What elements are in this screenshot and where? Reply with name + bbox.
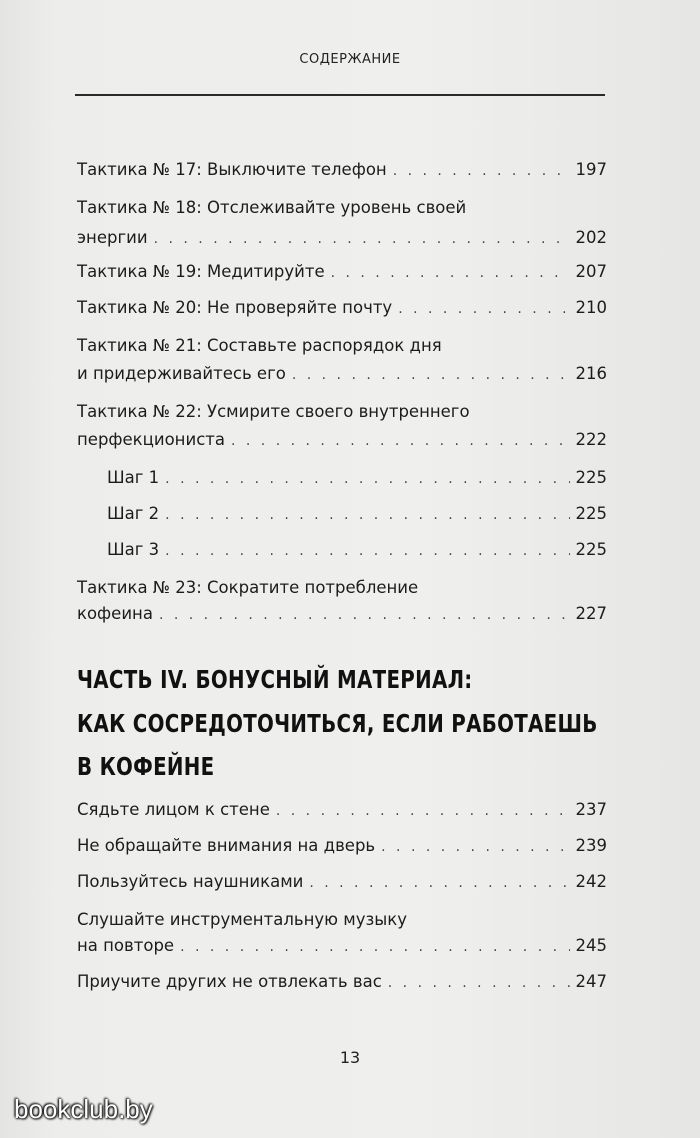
- entry-title: Шаг 2: [107, 504, 160, 523]
- entry-page: 216: [575, 364, 607, 383]
- toc-entry-18[interactable]: [77, 228, 607, 252]
- toc-entry-19[interactable]: [77, 262, 607, 286]
- entry-page: 237: [575, 800, 607, 819]
- entry-page: 247: [575, 972, 607, 991]
- entry-title-line1: Тактика № 18: Отслеживайте уровень своей: [77, 198, 467, 217]
- entry-page: 242: [575, 872, 607, 891]
- entry-title-line1: Слушайте инструментальную музыку: [77, 910, 408, 929]
- entry-page: 239: [575, 836, 607, 855]
- watermark: bookclub.by: [14, 1094, 153, 1124]
- dot-leader: [159, 607, 570, 623]
- entry-page: 225: [575, 504, 607, 523]
- entry-title: на повторе: [77, 936, 175, 955]
- entry-page: 227: [575, 604, 607, 623]
- dot-leader: [180, 939, 569, 955]
- entry-title: и придерживайтесь его: [77, 364, 286, 383]
- dot-leader: [154, 231, 570, 247]
- entry-title: перфекциониста: [77, 430, 225, 449]
- entry-title: кофеина: [77, 604, 153, 623]
- dot-leader: [165, 543, 569, 559]
- dot-leader: [331, 265, 570, 281]
- dot-leader: [165, 507, 569, 523]
- dot-leader: [165, 471, 569, 487]
- entry-title: Тактика № 19: Медитируйте: [77, 262, 325, 281]
- entry-title: Тактика № 17: Выключите телефон: [77, 160, 387, 179]
- entry-title: Шаг 1: [107, 468, 160, 487]
- dot-leader: [398, 301, 569, 317]
- toc-step-1[interactable]: [107, 468, 607, 492]
- part-heading-line2: КАК СОСРЕДОТОЧИТЬСЯ, ЕСЛИ РАБОТАЕШЬ: [77, 710, 598, 739]
- dot-leader: [276, 803, 570, 819]
- toc-bonus-4[interactable]: [77, 936, 607, 960]
- entry-page: 222: [575, 430, 607, 449]
- toc-bonus-5[interactable]: [77, 972, 607, 996]
- entry-page: 225: [575, 468, 607, 487]
- part-heading-line1: ЧАСТЬ IV. БОНУСНЫЙ МАТЕРИАЛ:: [77, 666, 473, 695]
- entry-page: 197: [575, 160, 607, 179]
- dot-leader: [393, 163, 570, 179]
- toc-entry-17[interactable]: [77, 160, 607, 184]
- entry-title: энергии: [77, 228, 148, 247]
- entry-page: 210: [575, 298, 607, 317]
- toc-entry-22[interactable]: [77, 430, 607, 454]
- toc-bonus-1[interactable]: [77, 800, 607, 824]
- entry-title: Пользуйтесь наушниками: [77, 872, 304, 891]
- entry-title: Приучите других не отвлекать вас: [77, 972, 382, 991]
- toc-bonus-3[interactable]: [77, 872, 607, 896]
- entry-page: 207: [575, 262, 607, 281]
- entry-page: 202: [575, 228, 607, 247]
- toc-entry-20[interactable]: [77, 298, 607, 322]
- dot-leader: [381, 839, 569, 855]
- toc-step-3[interactable]: [107, 540, 607, 564]
- dot-leader: [309, 875, 569, 891]
- entry-page: 225: [575, 540, 607, 559]
- entry-title: Шаг 3: [107, 540, 160, 559]
- entry-title: Сядьте лицом к стене: [77, 800, 270, 819]
- toc-entry-23[interactable]: [77, 604, 607, 628]
- entry-title: Тактика № 20: Не проверяйте почту: [77, 298, 393, 317]
- entry-title-line1: Тактика № 21: Составьте распорядок дня: [77, 336, 442, 355]
- dot-leader: [388, 975, 570, 991]
- entry-title-line1: Тактика № 22: Усмирите своего внутреннего: [77, 402, 470, 421]
- dot-leader: [231, 433, 570, 449]
- dot-leader: [292, 367, 570, 383]
- entry-title-line1: Тактика № 23: Сократите потребление: [77, 578, 419, 597]
- page-header: СОДЕРЖАНИЕ: [299, 52, 401, 67]
- toc-bonus-2[interactable]: [77, 836, 607, 860]
- page-number: 13: [339, 1048, 361, 1067]
- entry-title: Не обращайте внимания на дверь: [77, 836, 376, 855]
- toc-step-2[interactable]: [107, 504, 607, 528]
- part-heading-line3: В КОФЕЙНЕ: [77, 753, 215, 782]
- header-rule: [75, 94, 605, 96]
- entry-page: 245: [575, 936, 607, 955]
- toc-entry-21[interactable]: [77, 364, 607, 388]
